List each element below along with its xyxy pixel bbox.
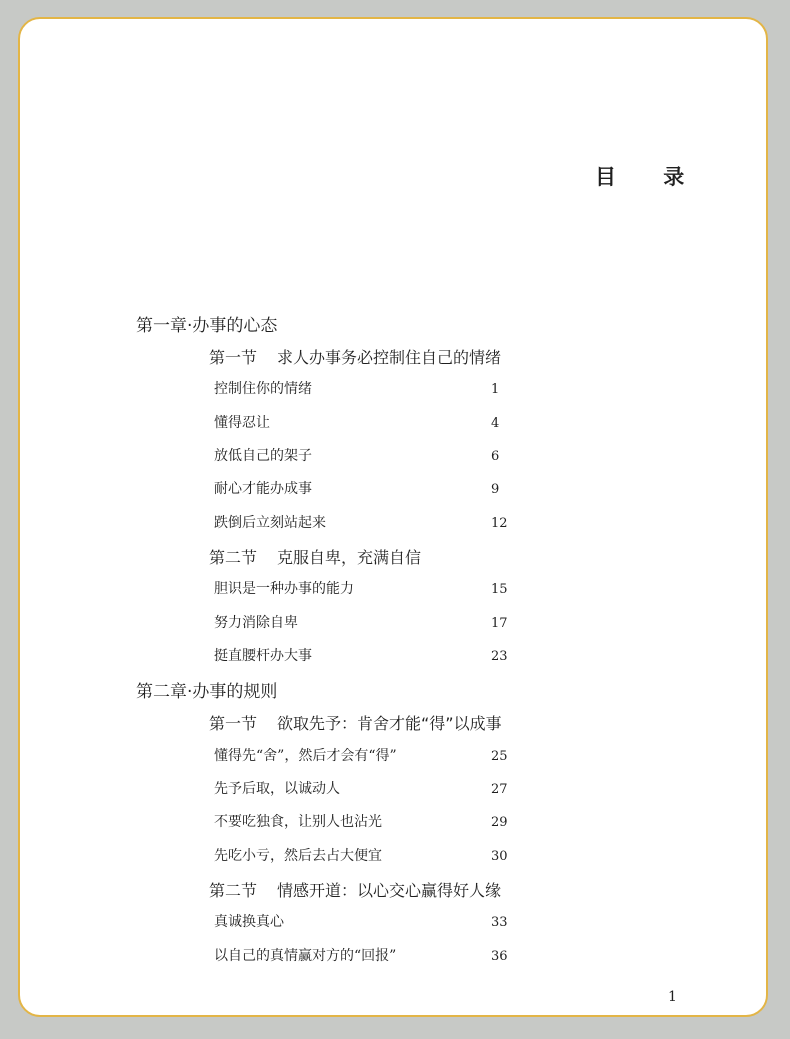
entry-title: 先予后取，以诚动人 [214, 781, 340, 797]
entry-page-number: 17 [491, 616, 508, 631]
entry-title: 挺直腰杆办大事 [214, 648, 312, 664]
section-title: 求人办事务必控制住自己的情绪 [277, 348, 502, 367]
entry-title: 耐心才能办成事 [214, 481, 312, 497]
entry-page-number: 9 [491, 482, 500, 497]
entry-page-number: 23 [491, 649, 508, 664]
toc-entry [214, 445, 514, 465]
entry-title: 先吃小亏，然后去占大便宜 [214, 848, 382, 864]
toc-entry [214, 512, 514, 532]
entry-title: 胆识是一种办事的能力 [214, 581, 354, 597]
section-number: 第一节 [209, 348, 258, 367]
section-title: 克服自卑，充满自信 [277, 548, 422, 567]
document-page [18, 17, 768, 1017]
entry-title: 放低自己的架子 [214, 448, 312, 464]
entry-title: 真诚换真心 [214, 914, 284, 930]
section-heading [209, 545, 421, 568]
entry-page-number: 36 [491, 949, 508, 964]
page-title: 目 录 [595, 165, 705, 189]
toc-entry [214, 911, 514, 931]
toc-entry [214, 645, 514, 665]
entry-page-number: 12 [491, 516, 508, 531]
toc-entry [214, 412, 514, 432]
toc-entry [214, 845, 514, 865]
entry-page-number: 1 [491, 382, 500, 397]
entry-page-number: 4 [491, 416, 500, 431]
section-number: 第一节 [209, 714, 258, 733]
entry-page-number: 15 [491, 582, 508, 597]
entry-page-number: 33 [491, 915, 508, 930]
entry-title: 以自己的真情赢对方的“回报” [214, 948, 397, 964]
entry-title: 控制住你的情绪 [214, 381, 312, 397]
entry-page-number: 29 [491, 815, 508, 830]
toc-entry [214, 612, 514, 632]
toc-entry [214, 378, 514, 398]
entry-title: 跌倒后立刻站起来 [214, 515, 326, 531]
section-title: 欲取先予：肯舍才能“得”以成事 [277, 714, 502, 733]
section-title: 情感开道：以心交心赢得好人缘 [277, 881, 502, 900]
toc-entry [214, 945, 514, 965]
entry-page-number: 6 [491, 449, 500, 464]
entry-title: 懂得忍让 [214, 415, 270, 431]
toc-entry [214, 578, 514, 598]
toc-entry [214, 778, 514, 798]
chapter-heading: 第二章·办事的规则 [136, 682, 278, 702]
chapter-heading: 第一章·办事的心态 [136, 316, 278, 336]
entry-title: 不要吃独食，让别人也沾光 [214, 814, 382, 830]
section-heading [209, 711, 502, 734]
entry-title: 努力消除自卑 [214, 615, 298, 631]
toc-entry [214, 745, 514, 765]
entry-title: 懂得先“舍”，然后才会有“得” [214, 748, 397, 764]
section-heading [209, 878, 501, 901]
entry-page-number: 27 [491, 782, 508, 797]
section-heading [209, 345, 501, 368]
toc-entry [214, 811, 514, 831]
entry-page-number: 30 [491, 849, 508, 864]
toc-entry [214, 478, 514, 498]
page-number: 1 [668, 989, 677, 1005]
entry-page-number: 25 [491, 749, 508, 764]
section-number: 第二节 [209, 881, 258, 900]
section-number: 第二节 [209, 548, 258, 567]
